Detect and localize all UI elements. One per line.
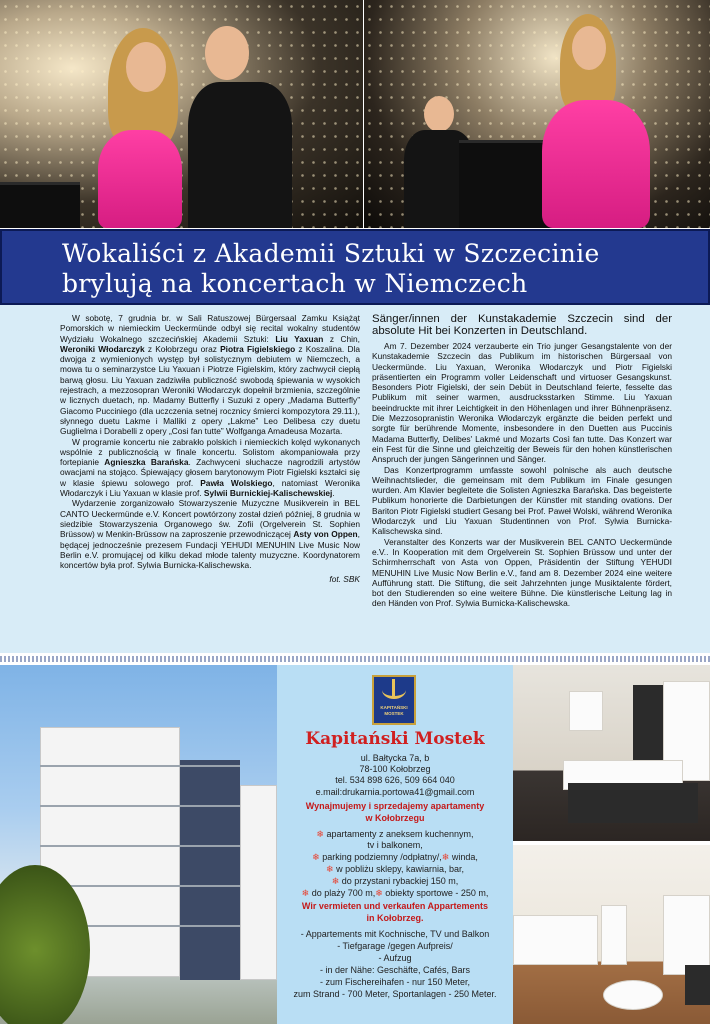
- concert-photo-singer-pianist: [364, 0, 710, 228]
- article-column-german: [372, 313, 672, 609]
- building-dark-wing: [180, 760, 240, 980]
- snowflake-bullet-icon: ❄: [441, 852, 450, 862]
- balcony-rail: [40, 845, 240, 847]
- paragraph-de-1: Am 7. Dezember 2024 verzauberte ein Trio junger Gesangstalente von der Kunstakademie Szczecin das Publikum im historischen Bürgersaal von Ueckermünde. Liu Yaxuan, Weronika Włodarczyk und Piotr Figielski präsentierten ein Programm voller Leidenschaft und virtuoser Gesangskunst. Besonders Piotr Figielski, der sein Debüt in Deutschland feierte, fesselte das Publikum mit seiner warmen, ausdrucksstarken Stimme. Liu Yaxuan beeindruckte mit ihrer Leichtigkeit in den Höhenlagen und ihrer Bühnenpräsenz. Die Mezzosopranistin Weronika Włodarczyk ergänzte die beiden perfekt und sorgte für berührende Momente, insbesondere in den Duetten aus Puccinis Madama Butterfly, Delibes' Lakmé und Mozarts Così fan tutte. Das Konzert war ein Fest für die Sinne und gleichzeitig der Beweis für den hohen künstlerischen Anspruch der jungen Sängerinnen und Sänger.: [372, 341, 672, 465]
- section-divider: [0, 656, 710, 662]
- ad-email: e.mail:drukarnia.portowa41@gmail.com: [315, 787, 475, 797]
- ad-pl-item: tv i balkonem,: [367, 840, 423, 850]
- ad-business-name: Kapitański Mostek: [305, 729, 485, 749]
- paragraph-pl-1: W sobotę, 7 grudnia br. w Sali Ratuszowej Bürgersaal Zamku Książąt Pomorskich w niemieckim Ueckermünde odbył się recital wokalny studentów Wydziału Wokalnego szczecińskiej Akademii Sztuki: Liu Yaxuan z Chin, Weroniki Włodarczyk z Kołobrzegu oraz Piotra Figielskiego z Koszalina. Dla dwojga z wymienionych występ był solistycznym debiutem w Niemczech, a mowa tu o seminarzystce Liu Yaxuan i Piotrze Figielskim, który zachwycił ciepłą barwą głosu. Liu Yaxuan zadziwiła publiczność swobodą śpiewania w wysokich rejestrach, a mezzosopran Weroniki Włodarczyk dopełnił brzmienia, szczególnie w licznych duetach, np. Madamy Butterfly i Suzuki z opery „Madama Butterfly” Giacomo Pucciniego (dla uczczenia setnej rocznicy śmierci kompozytora 29.11.), słynnego duetu Lakme i Malliki z opery „Lakme” Leo Delibesa czy duetu Guglielma i Dorabelli z opery „Cosi fan tutte” Wolfganga Amadeusa Mozarta.: [60, 313, 360, 437]
- ad-pl-item: ❄ apartamenty z aneksem kuchennym,: [316, 829, 474, 839]
- ad-pl-heading-2: w Kołobrzegu: [365, 813, 425, 823]
- headline-line-2: brylują na koncertach w Niemczech: [62, 269, 528, 298]
- paragraph-de-3: Veranstalter des Konzerts war der Musikverein BEL CANTO Ueckermünde e.V.. In Kooperation mit dem Orgelverein St. Sophien Brüssow und unter der Schirmherrschaft von Asta von Oppen, Präsidentin der Stiftung YEHUDI MENUHIN Live Music Now Berlin e.V., fand am 8. Dezember 2024 eine weitere Aufführung statt. Die Stiftung, die seit Jahrzehnten junge Musiktalente fördert, bot den Studierenden so eine weitere Bühne. Die künstlerische Leitung lag in den Händen von Prof. Sylwia Burnicka-Kalischewska.: [372, 536, 672, 609]
- baritone-face: [205, 26, 249, 80]
- article-body: [0, 305, 710, 653]
- paragraph-de-2: Das Konzertprogramm umfasste sowohl polnische als auch deutsche Weihnachtslieder, die gemeinsam mit dem Publikum im Finale gesungen wurden. Am Klavier begleitete die Solisten Agnieszka Barańska. Das begeisterte Publikum honorierte die Darbietungen der Künstler mit standing ovations. Der Bariton Piotr Figielski studiert Gesang bei Prof. Paweł Wolski, während Weronika Włodarczyk und Liu Yaxuan Studentinnen von Prof. Sylwia Burnicka-Kalischewska sind.: [372, 464, 672, 537]
- singer-face: [126, 42, 166, 92]
- wall-picture: [569, 691, 603, 731]
- singer-pink-dress: [98, 130, 182, 228]
- paragraph-pl-3: Wydarzenie zorganizowało Stowarzyszenie Muzyczne Musikverein in BEL CANTO Ueckermünde e.V. Koncert powtórzony został dzień później, 8 grudnia w siedzibie Stowarzyszenia Organowego św. Zofii (Orgelverein St. Sophien Brüssow) w Menkin-Brüssow na zaproszenie przewodniczącej Asty von Oppen, będącej jednocześnie prezesem Fundacji YEHUDI MENUHIN Live Music Now Berlin e.V. promującej od kilku dekad młode talenty muzyczne. Koordynatorem koncertów była prof. Sylwia Burnicka-Kalischewska.: [60, 498, 360, 571]
- building-side: [240, 785, 277, 980]
- ad-de-item: - Appartements mit Kochnische, TV und Balkon: [300, 929, 490, 939]
- soprano-face: [572, 26, 606, 70]
- kapitanski-mostek-logo: [372, 675, 416, 725]
- headline-banner: [0, 229, 710, 305]
- ad-phone: tel. 534 898 626, 509 664 040: [335, 775, 455, 785]
- soprano-pink-gown: [542, 100, 650, 228]
- ad-pl-item: ❄ w pobliżu sklepy, kawiarnia, bar,: [326, 864, 464, 874]
- snowflake-bullet-icon: ❄: [301, 888, 310, 898]
- piano: [0, 182, 80, 228]
- snowflake-bullet-icon: ❄: [331, 876, 340, 886]
- balcony-rail: [40, 765, 240, 767]
- dining-table: [603, 980, 663, 1010]
- ad-address-street: ul. Bałtycka 7a, b: [360, 753, 430, 763]
- balcony-rail: [40, 805, 240, 807]
- paragraph-pl-2: W programie koncertu nie zabrakło polskich i niemieckich kolęd wykonanych wspólnie z publicznością w finale koncertu. Solistom akompaniowała przy fortepianie Agnieszka Barańska. Zachwyceni słuchacze nagrodzili artystów owacjami na stojąco. Śpiewający głosem barytonowym Piotr Figielski kształci się w klasie śpiewu solowego prof. Pawła Wolskiego, natomiast Weronika Włodarczyk i Liu Yaxuan w klasie prof. Sylwii Burnickiej-Kalischewskiej.: [60, 436, 361, 499]
- snowflake-bullet-icon: ❄: [316, 829, 324, 839]
- ad-pl-item: ❄ do plaży 700 m,❄ obiekty sportowe - 250 m,: [301, 888, 489, 898]
- pianist-face: [424, 96, 454, 132]
- apartment-kitchen-photo: [513, 845, 710, 1024]
- concert-photo-duo: [0, 0, 363, 228]
- ad-pl-heading: Wynajmujemy i sprzedajemy apartamenty: [305, 801, 485, 811]
- headline: [62, 239, 682, 299]
- ad-pl-item: ❄ do przystani rybackiej 150 m,: [331, 876, 459, 886]
- anchor-icon-stem: [392, 679, 395, 697]
- ad-de-item: zum Strand - 700 Meter, Sportanlagen - 250 Meter.: [293, 989, 497, 999]
- ad-de-item: - Tiefgarage /gegen Aufpreis/: [337, 941, 453, 951]
- baritone-suit: [188, 82, 292, 228]
- headline-line-1: Wokaliści z Akademii Sztuki w Szczecinie: [62, 239, 600, 268]
- ad-de-item: - in der Nähe: Geschäfte, Cafés, Bars: [319, 965, 471, 975]
- apartment-building-photo: [0, 665, 277, 1024]
- bed-cover: [568, 783, 698, 823]
- german-subheading: Sänger/innen der Kunstakademie Szczecin sind der absolute Hit bei Konzerten in Deutschland.: [372, 313, 672, 337]
- snowflake-bullet-icon: ❄: [375, 888, 383, 898]
- apartment-bedroom-photo: [513, 665, 710, 841]
- ad-de-heading: Wir vermieten und verkaufen Appartements: [301, 901, 489, 911]
- doorway: [601, 905, 627, 965]
- window: [663, 895, 710, 975]
- snowflake-bullet-icon: ❄: [326, 864, 334, 874]
- photo-credit: fot. SBK: [329, 574, 360, 585]
- article-column-polish: [60, 313, 360, 585]
- advertisement: [277, 665, 513, 1024]
- snowflake-bullet-icon: ❄: [312, 852, 320, 862]
- ad-address-city: 78-100 Kołobrzeg: [359, 764, 431, 774]
- logo-text: KAPITAŃSKI MOSTEK: [380, 705, 408, 716]
- ad-de-heading-2: in Kołobrzeg.: [366, 913, 424, 923]
- sofa: [685, 965, 710, 1005]
- ad-pl-item: ❄ parking podziemny /odpłatny/,❄ winda,: [312, 852, 478, 862]
- kitchen-cabinets: [513, 915, 598, 965]
- ad-de-item: - zum Fischereihafen - nur 150 Meter,: [319, 977, 471, 987]
- ad-de-item: - Aufzug: [378, 953, 412, 963]
